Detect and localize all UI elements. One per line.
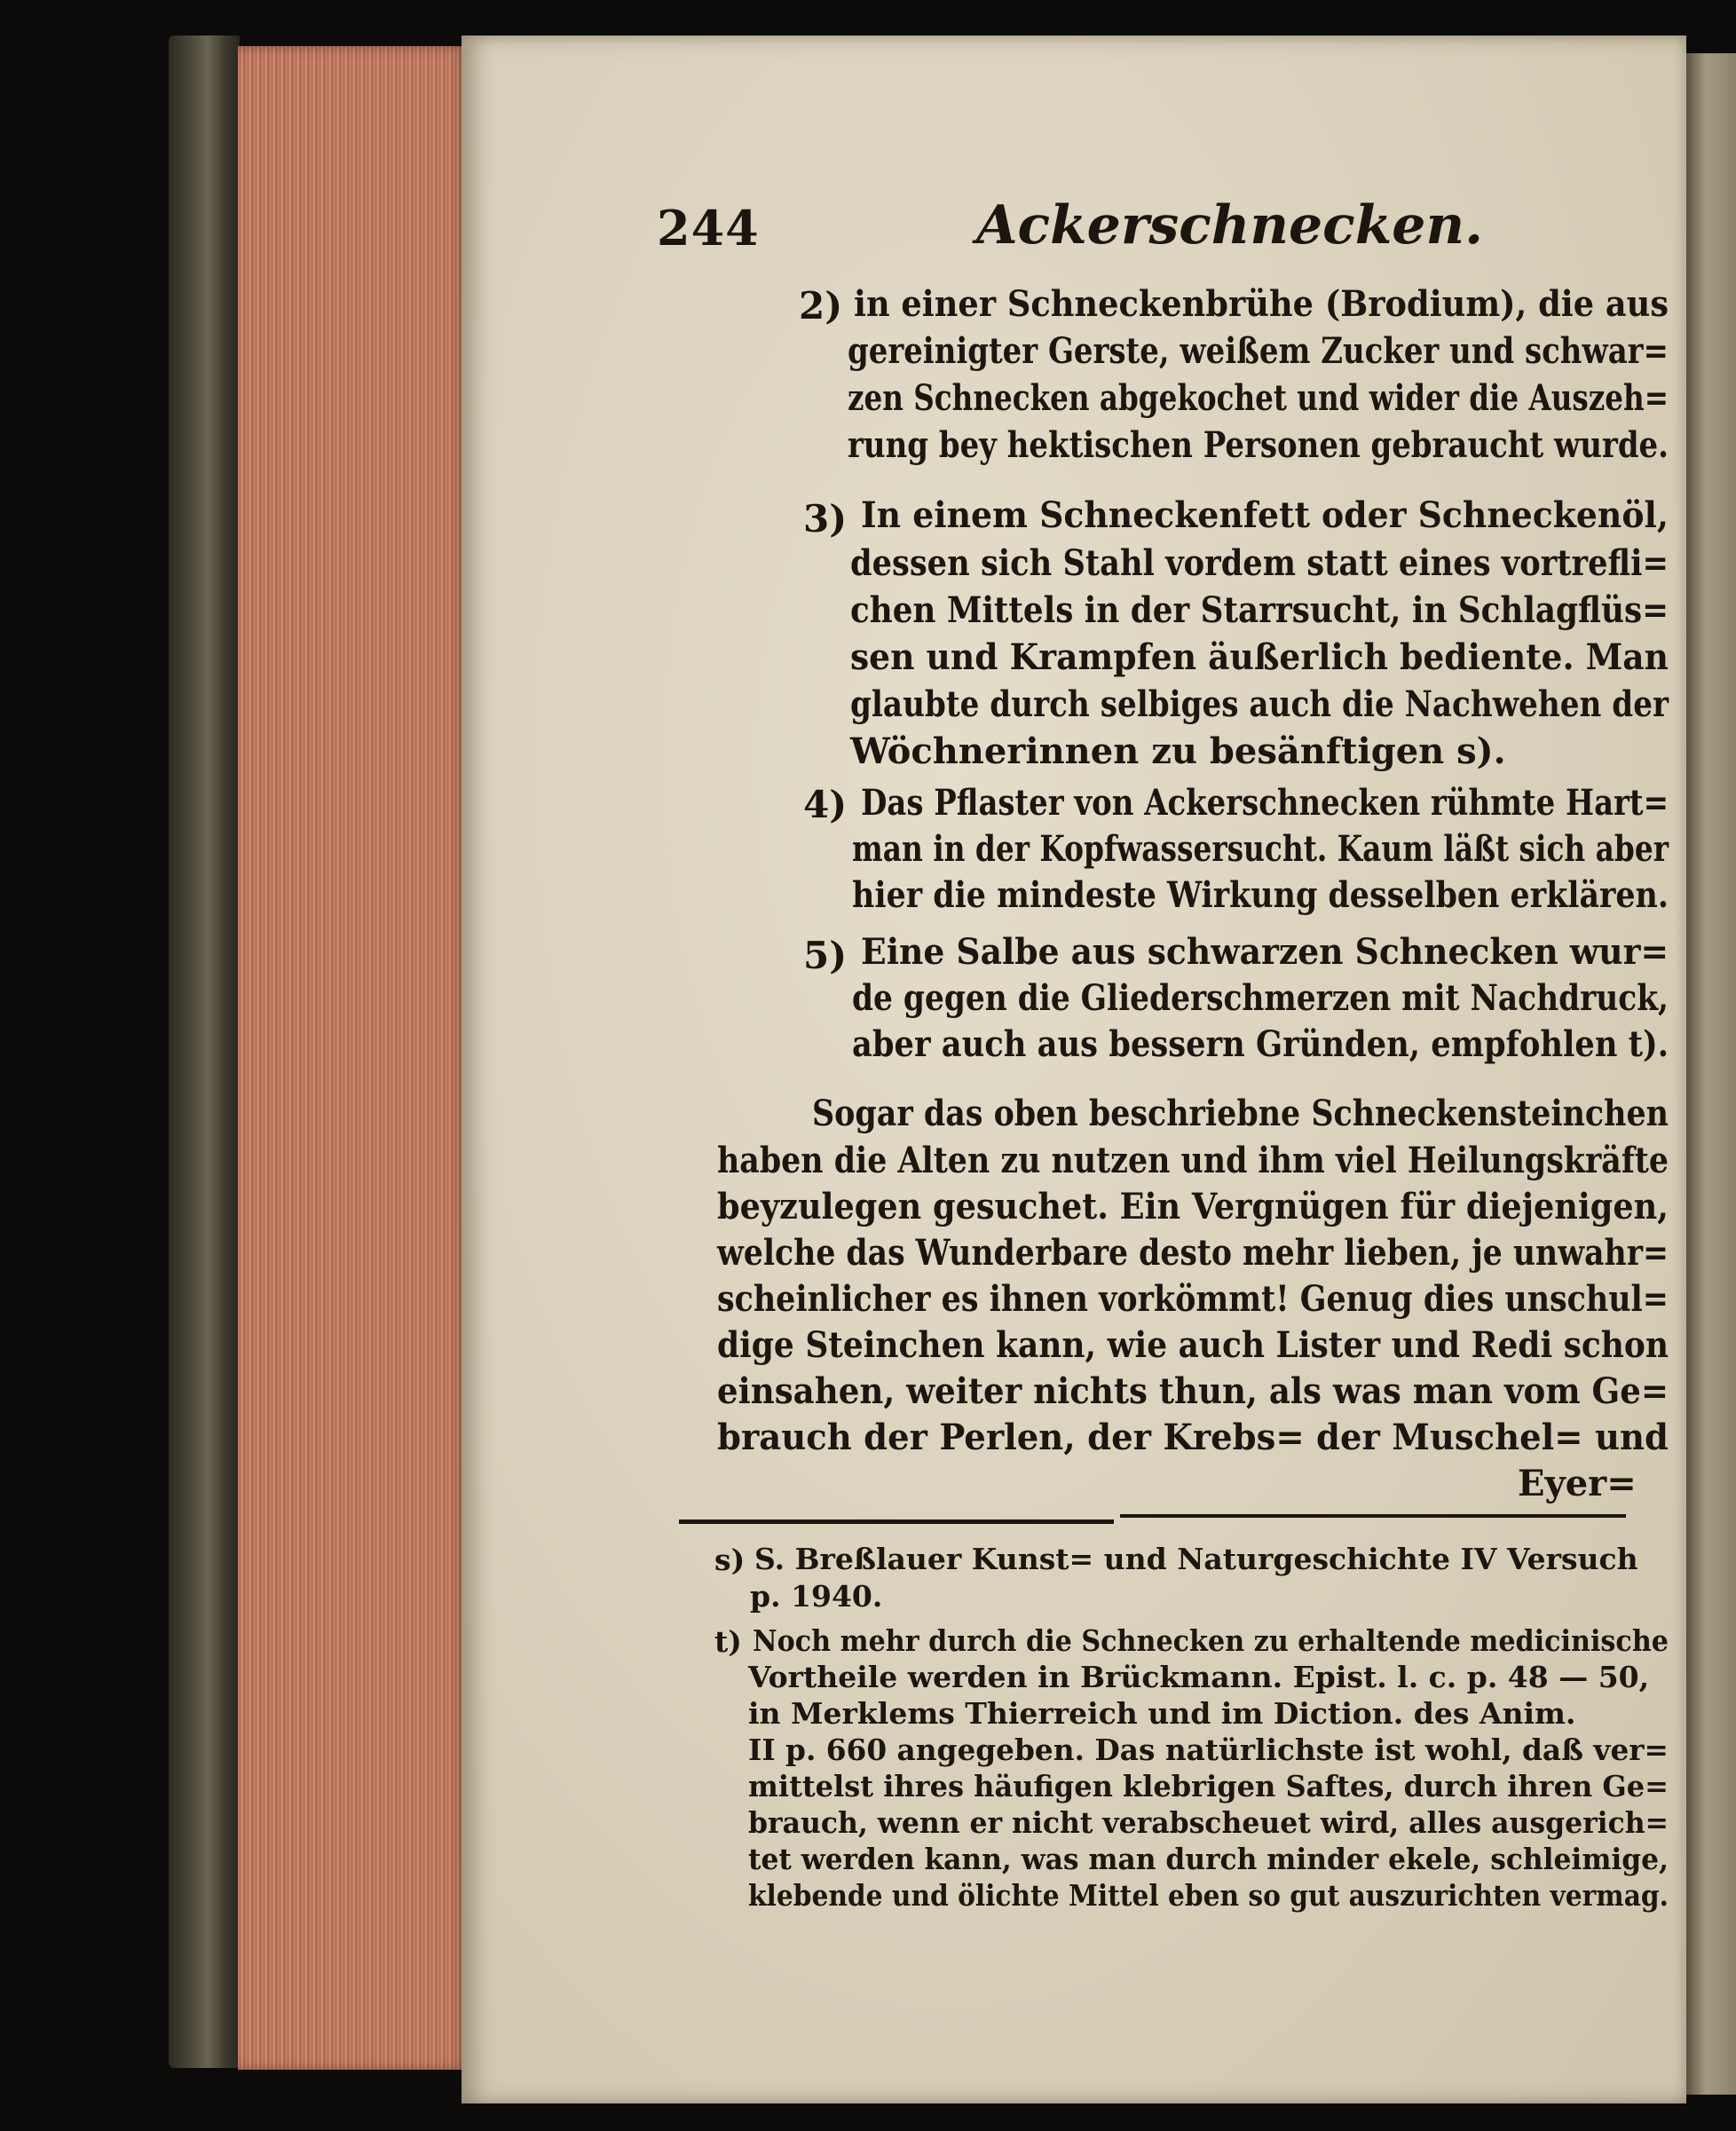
list-item-line: in einer Schneckenbrühe (Brodium), die aus [854,283,1669,325]
page-edges [238,46,469,2070]
footnote-line: in Merklems Thierreich und im Diction. des Anim. [748,1696,1576,1731]
list-item-line: aber auch aus bessern Gründen, empfohlen t). [852,1023,1669,1065]
footnote-line: klebende und ölichte Mittel eben so gut auszurichten vermag. [748,1878,1669,1913]
running-head-title: Ackerschnecken. [976,194,1483,257]
footnote-line: Vortheile werden in Brückmann. Epist. l. c. p. 48 — 50, [748,1660,1650,1694]
list-item-line: dessen sich Stahl vordem statt eines vortrefli= [850,542,1669,584]
footnote-line: II p. 660 angegeben. Das natürlichste ist wohl, daß ver= [748,1732,1669,1767]
list-item-number: 3) [803,497,848,541]
paragraph-line: einsahen, weiter nichts thun, als was man vom Ge= [717,1370,1669,1412]
running-head [657,194,1633,271]
footnote-rule [1120,1514,1626,1518]
facing-page-edge [1686,53,1736,2095]
list-item-number: 5) [803,934,848,977]
paragraph-line: dige Steinchen kann, wie auch Lister und Redi schon [717,1324,1669,1366]
book-binding [169,36,240,2068]
list-item-line: glaubte durch selbiges auch die Nachwehen der [850,683,1669,725]
paragraph-line: haben die Alten zu nutzen und ihm viel Heilungskräfte [717,1140,1669,1181]
page-number: 244 [657,200,760,257]
footnote-line: p. 1940. [750,1579,883,1614]
list-item-line: In einem Schneckenfett oder Schneckenöl, [861,494,1669,536]
list-item-line: zen Schnecken abgekochet und wider die Auszeh= [848,377,1669,419]
paragraph-line: welche das Wunderbare desto mehr lieben, je unwahr= [717,1232,1669,1274]
list-item-line: Wöchnerinnen zu besänftigen s). [850,730,1506,772]
footnote-line: mittelst ihres häufigen klebrigen Saftes, durch ihren Ge= [748,1769,1669,1803]
footnote-rule [679,1519,1114,1524]
catchword: Eyer= [1518,1463,1637,1504]
list-item-number: 4) [803,783,848,826]
list-item-line: rung bey hektischen Personen gebraucht wurde. [848,424,1669,466]
list-item-line: de gegen die Gliederschmerzen mit Nachdruck, [852,977,1669,1019]
paragraph-line: brauch der Perlen, der Krebs= der Muschel= und [717,1417,1669,1458]
list-item-line: Das Pflaster von Ackerschnecken rühmte Hart= [861,782,1669,824]
paragraph-line: beyzulegen gesuchet. Ein Vergnügen für diejenigen, [717,1186,1669,1227]
list-item-number: 2) [799,284,843,328]
list-item-line: Eine Salbe aus schwarzen Schnecken wur= [861,931,1669,973]
footnote-line: brauch, wenn er nicht verabscheuet wird, alles ausgerich= [748,1805,1669,1840]
list-item-line: chen Mittels in der Starrsucht, in Schlagflüs= [850,589,1669,631]
footnote-line: Noch mehr durch die Schnecken zu erhaltende medicinische [753,1623,1669,1658]
list-item-line: gereinigter Gerste, weißem Zucker und schwar= [848,330,1669,372]
footnote-line: S. Breßlauer Kunst= und Naturgeschichte IV Versuch [754,1542,1638,1576]
paragraph-line: Sogar das oben beschriebne Schneckensteinchen [812,1093,1669,1134]
footnote-line: tet werden kann, was man durch minder ekele, schleimige, [748,1842,1669,1876]
list-item-line: man in der Kopfwassersucht. Kaum läßt sich aber [852,828,1669,870]
footnote-mark: t) [714,1624,742,1659]
footnote-mark: s) [714,1543,746,1577]
paragraph-line: scheinlicher es ihnen vorkömmt! Genug dies unschul= [717,1278,1669,1320]
list-item-line: sen und Krampfen äußerlich bediente. Man [850,636,1669,678]
list-item-line: hier die mindeste Wirkung desselben erklären. [852,874,1669,916]
